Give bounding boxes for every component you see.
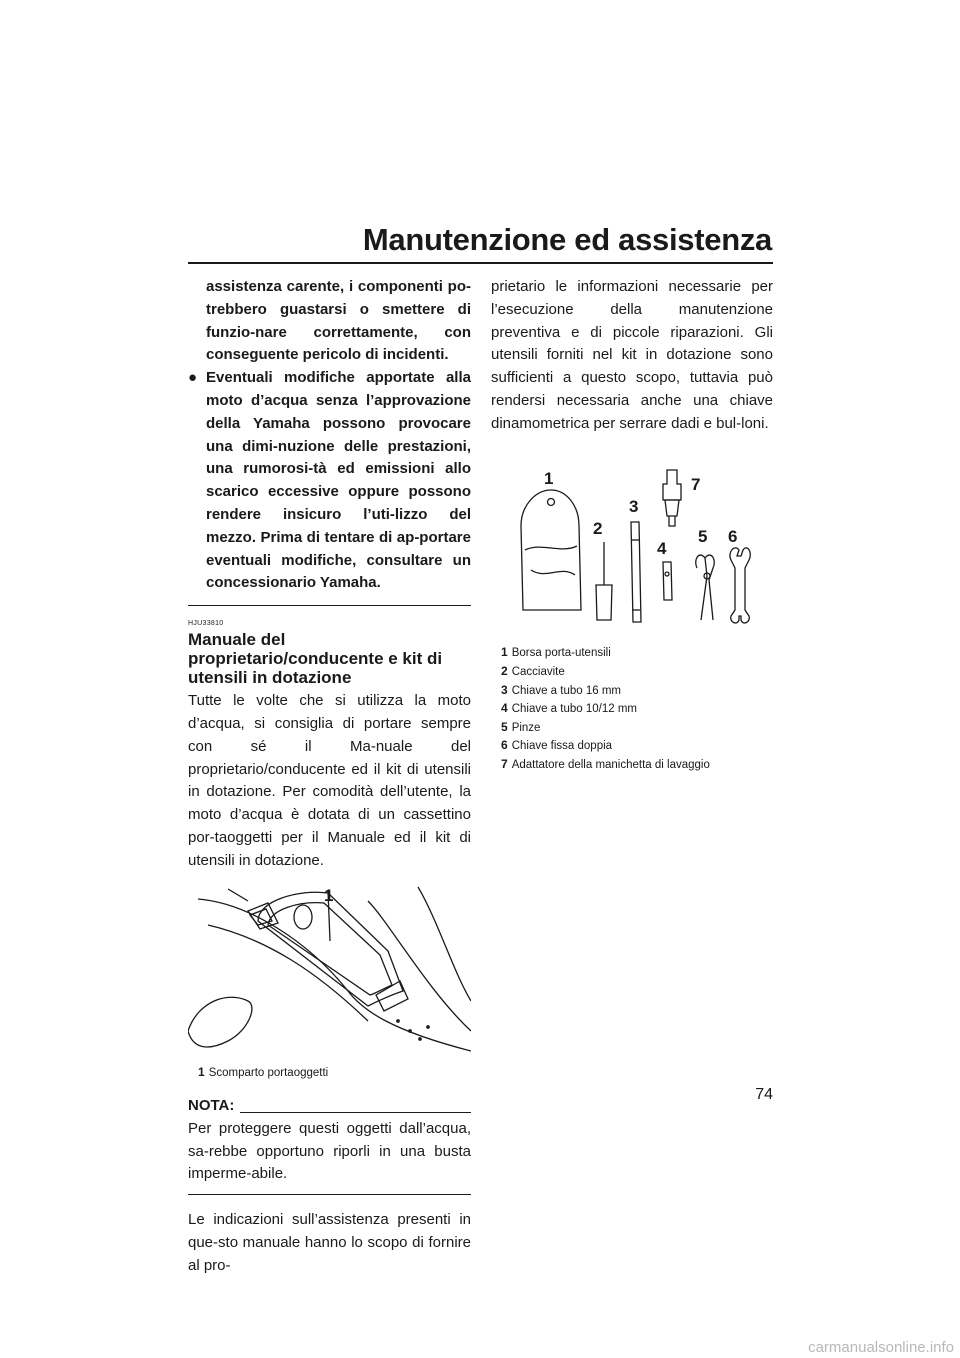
warning-bullet-text: Eventuali modifiche apportate alla moto d’acqua senza l’approvazione della Yamaha possono provocare una dimi-nuzione delle prestazioni, una rumorosi-tà ed emissioni allo scarico eccessive oppure possono rendere insicuro l’uti-lizzo del mezzo. Prima di tentare di ap-portare eventuali modifiche, consultare un concessionario Yamaha. <box>206 369 471 592</box>
nota-end-rule <box>188 1194 471 1195</box>
left-column <box>188 276 471 1278</box>
tool-legend-item: 7 Adattatore della manichetta di lavaggio <box>501 756 710 771</box>
tool-callout-7: 7 <box>691 474 701 494</box>
flush-adapter-icon <box>663 470 681 500</box>
nota-label: NOTA: <box>188 1096 235 1114</box>
tool-bag-icon <box>521 490 581 610</box>
watermark: carmanualsonline.info <box>808 1339 954 1356</box>
tool-legend-item: 1 Borsa porta-utensili <box>501 645 611 660</box>
page-title: Manutenzione ed assistenza <box>362 222 772 257</box>
tool-callout-6: 6 <box>728 526 738 546</box>
tool-legend-item: 4 Chiave a tubo 10/12 mm <box>501 701 637 716</box>
tool-legend-item: 2 Cacciavite <box>501 663 565 678</box>
section-title: Manuale del proprietario/conducente e kit di utensili in dotazione <box>188 630 443 688</box>
nota-text: Per proteggere questi oggetti dall’acqua, sa-rebbe opportuno riporli in una busta imperme-abile. <box>188 1119 471 1183</box>
tool-legend-item: 3 Chiave a tubo 16 mm <box>501 682 621 697</box>
storage-figure <box>188 881 471 1069</box>
tool-callout-1: 1 <box>544 468 554 488</box>
bullet-icon: ● <box>188 369 198 387</box>
tool-kit-figure <box>491 450 773 643</box>
header-rule <box>188 262 773 264</box>
tool-callout-2: 2 <box>593 518 603 538</box>
tool-legend <box>491 644 773 774</box>
tool-legend-item: 5 Pinze <box>501 719 541 734</box>
nota-header <box>188 1095 471 1118</box>
warning-continuation: assistenza carente, i componenti po-trebbero guastarsi o smettere di funzio-nare correttamente, con conseguente pericolo di incidenti. <box>206 278 471 364</box>
right-column <box>491 276 773 775</box>
page-number: 74 <box>755 1086 773 1103</box>
figure-callout: 1 <box>324 885 334 905</box>
section-code: HJU33810 <box>188 620 224 628</box>
tool-legend-item: 6 Chiave fissa doppia <box>501 738 613 753</box>
socket-wrench-10-12-icon <box>663 562 672 600</box>
warning-bullet <box>188 367 471 595</box>
caption-number: 1 <box>198 1065 205 1080</box>
intro-paragraph: Tutte le volte che si utilizza la moto d’acqua, si consiglia di portare sempre con sé il Ma-nuale del proprietario/conducente ed il kit di utensili in dotazione. Per comodità dell’utente, la moto d’acqua è dotata di un cassettino por-taoggetti per il Manuale ed il kit di utensili in dotazione. <box>188 692 471 869</box>
double-wrench-icon <box>730 547 750 622</box>
pliers-icon <box>696 555 707 620</box>
caption-text: Scomparto portaoggetti <box>208 1067 329 1080</box>
tool-callout-3: 3 <box>629 496 639 516</box>
warning-end-rule <box>188 605 471 606</box>
tool-kit-illustration <box>491 450 773 635</box>
tool-callout-5: 5 <box>698 526 708 546</box>
service-paragraph: Le indicazioni sull’assistenza presenti in que-sto manuale hanno lo scopo di fornire al pro- <box>188 1211 471 1274</box>
service-paragraph-cont: prietario le informazioni necessarie per l’esecuzione della manutenzione preventiva e di piccole riparazioni. Gli utensili forniti nel kit in dotazione sono sufficienti a questo scopo, tuttavia può rendersi necessaria anche una chiave dinamometrica per serrare dadi e bul-loni. <box>491 278 773 432</box>
nota-rule <box>240 1112 471 1113</box>
socket-wrench-16-icon <box>631 522 641 622</box>
tool-callout-4: 4 <box>657 538 667 558</box>
storage-compartment-illustration <box>188 881 471 1061</box>
